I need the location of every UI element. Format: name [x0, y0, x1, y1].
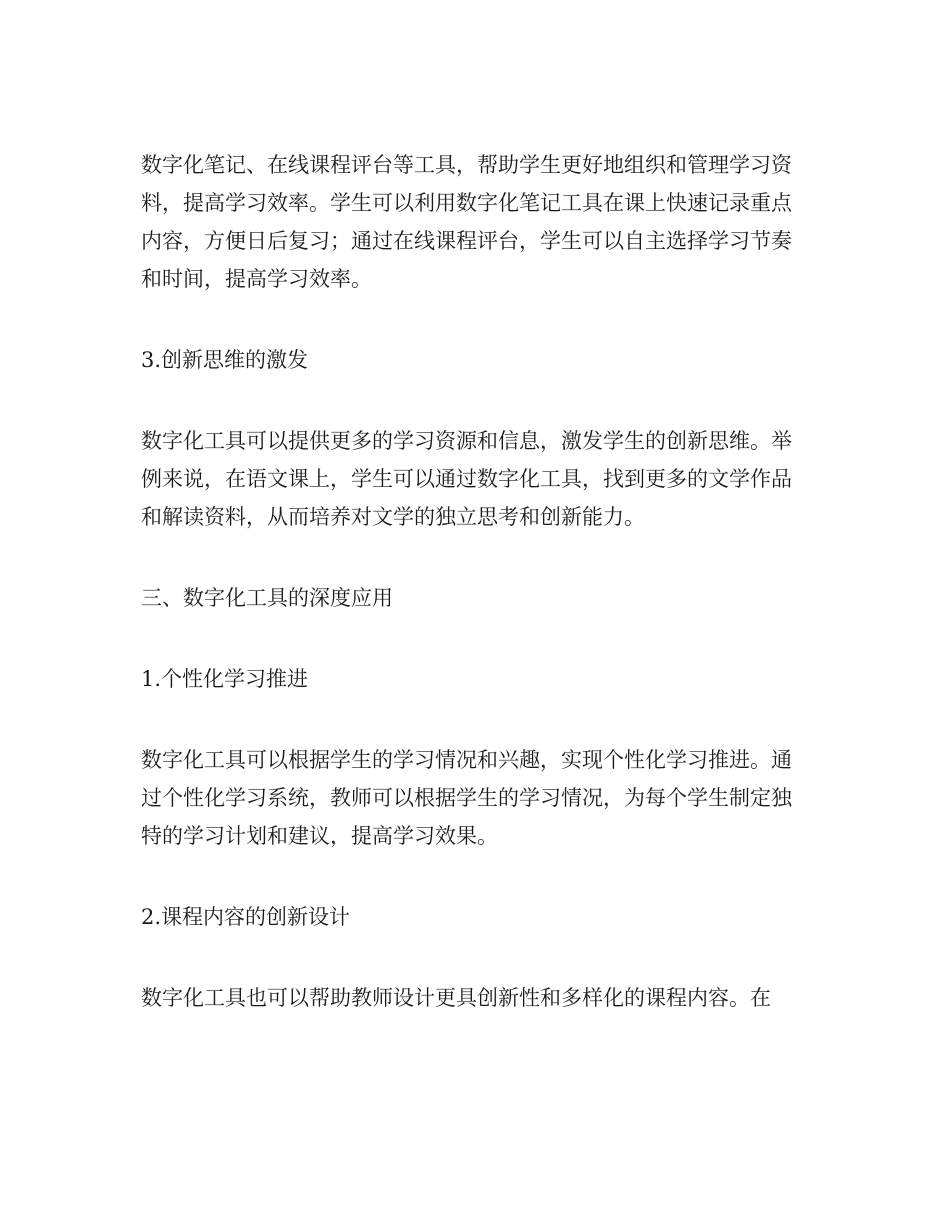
paragraph-digital-notes: 数字化笔记、在线课程评台等工具，帮助学生更好地组织和管理学习资料，提高学习效率。学生可以利用数字化笔记工具在课上快速记录重点内容，方便日后复习；通过在线课程评台，学生可以自主选择学习节奏和时间，提高学习效率。 — [141, 153, 792, 291]
document-body — [141, 146, 796, 1017]
heading-personalized-learning: 1.个性化学习推进 — [141, 667, 309, 691]
heading-section-three: 三、数字化工具的深度应用 — [141, 586, 393, 610]
paragraph-innovative-thinking: 数字化工具可以提供更多的学习资源和信息，激发学生的创新思维。举例来说，在语文课上，学生可以通过数字化工具，找到更多的文学作品和解读资料，从而培养对文学的独立思考和创新能力。 — [141, 429, 792, 529]
heading-course-design: 2.课程内容的创新设计 — [141, 905, 351, 929]
heading-innovative-thinking: 3.创新思维的激发 — [141, 348, 309, 372]
paragraph-course-design: 数字化工具也可以帮助教师设计更具创新性和多样化的课程内容。在 — [141, 986, 771, 1010]
paragraph-personalized-learning: 数字化工具可以根据学生的学习情况和兴趣，实现个性化学习推进。通过个性化学习系统，教师可以根据学生的学习情况，为每个学生制定独特的学习计划和建议，提高学习效果。 — [141, 748, 792, 848]
